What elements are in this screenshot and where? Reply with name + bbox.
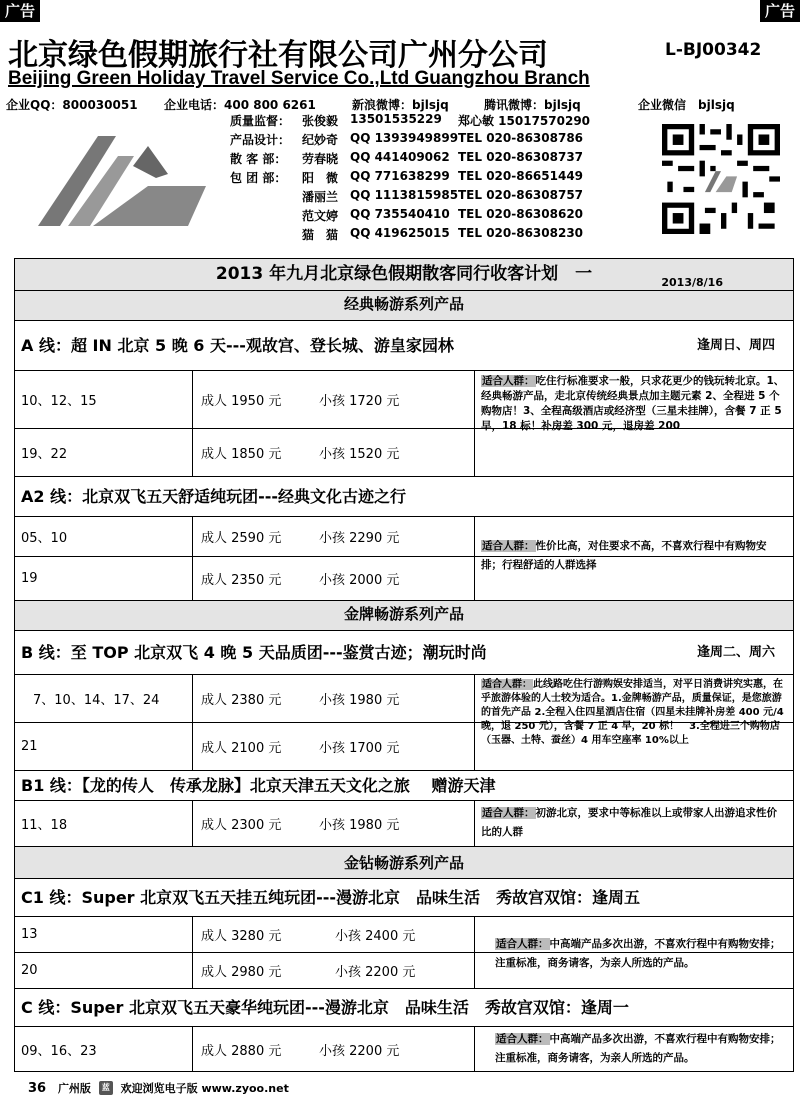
departure-dates: 20 (15, 953, 193, 988)
price-cell: 成人 2300 元 小孩 1980 元 (193, 801, 475, 846)
departure-dates: 19 (15, 557, 193, 600)
price-cell: 成人 2590 元 小孩 2290 元 (193, 517, 475, 556)
departure-dates: 7、10、14、17、24 (15, 675, 193, 722)
line-b1-note: 适合人群：初游北京，要求中等标准以上或带家人出游追求性价比的人群 (481, 807, 777, 838)
edition-label: 广州版 (57, 1082, 91, 1095)
series-header-gold: 金牌畅游系列产品 (15, 601, 793, 631)
company-qq: 企业QQ：800030051 (6, 98, 138, 112)
line-b-days: 逢周二、周六 (696, 645, 775, 660)
company-name-en: Beijing Green Holiday Travel Service Co.,Ltd Guangzhou Branch (8, 68, 590, 89)
footer-website: 欢迎浏览电子版 www.zyoo.net (120, 1082, 289, 1095)
price-cell: 成人 2880 元 小孩 2200 元 (193, 1027, 475, 1071)
line-b-title: B 线：至 TOP 北京双飞 4 晚 5 天品质团---鉴赏古迹；潮玩时尚 逢周二、周六 (15, 631, 793, 675)
page-footer (28, 1080, 289, 1096)
wechat-qr-code (662, 124, 780, 234)
company-logo (38, 126, 208, 236)
line-a-title: A 线：超 IN 北京 5 晚 6 天---观故宫、登长城、游皇家园林 逢周日、周四 (15, 321, 793, 371)
sina-weibo: 新浪微博：bjlsjq (352, 98, 449, 112)
line-a-days: 逢周日、周四 (696, 338, 775, 353)
company-phone: 企业电话：400 800 6261 (164, 98, 316, 112)
license-number: L-BJ00342 (665, 40, 762, 60)
departure-dates: 05、10 (15, 517, 193, 556)
company-name-cn: 北京绿色假期旅行社有限公司广州分公司 (8, 38, 548, 73)
plan-header (15, 259, 793, 291)
plan-title: 2013 年九月北京绿色假期散客同行收客计划 一 (215, 264, 593, 284)
line-a-note: 适合人群：吃住行标准要求一般，只求花更少的钱玩转北京。1、经典畅游产品，走北京传统经典景点加主题元素 2、全程进 5 个购物店！3、全程高级酒店或经济型（三星未挂牌），含餐 7 正 5 早，18 标！补房差 300 元，退房差 200 (481, 375, 785, 432)
departure-dates: 11、18 (15, 801, 193, 846)
price-cell: 成人 2980 元 小孩 2200 元 (193, 953, 475, 988)
departure-dates: 19、22 (15, 429, 193, 476)
plan-date: 2013/8/16 (661, 276, 723, 289)
ad-label-left: 广告 (0, 0, 40, 22)
departure-dates: 21 (15, 723, 193, 770)
price-cell: 成人 2100 元 小孩 1700 元 (193, 723, 475, 770)
price-cell: 成人 1950 元 小孩 1720 元 (193, 371, 475, 428)
price-cell: 成人 2350 元 小孩 2000 元 (193, 557, 475, 600)
tencent-weibo: 腾讯微博：bjlsjq (484, 98, 581, 112)
line-c-title: C 线：Super 北京双飞五天豪华纯玩团---漫游北京 品味生活 秀故宫双馆：逢周一 (15, 989, 793, 1027)
line-b1-title: B1 线：【龙的传人 传承龙脉】北京天津五天文化之旅 赠游天津 (15, 771, 793, 801)
ad-label-right: 广告 (760, 0, 800, 22)
line-a2-title: A2 线：北京双飞五天舒适纯玩团---经典文化古迹之行 (15, 477, 793, 517)
price-cell: 成人 3280 元 小孩 2400 元 (193, 917, 475, 952)
company-wechat: 企业微信 bjlsjq (638, 98, 735, 112)
tour-plan-table (14, 258, 794, 1072)
departure-dates: 10、12、15 (15, 371, 193, 428)
departure-dates: 13 (15, 917, 193, 952)
series-header-diamond: 金钻畅游系列产品 (15, 847, 793, 879)
publisher-logo-icon: 蓝 (99, 1081, 113, 1095)
line-c1-title: C1 线：Super 北京双飞五天挂五纯玩团---漫游北京 品味生活 秀故宫双馆：逢周五 (15, 879, 793, 917)
line-b-note: 适合人群：此线路吃住行游购娱安排适当，对平日消费讲究实惠，在乎旅游体验的人士较为适合。1.金牌畅游产品，质量保证，是您旅游的首先产品 2.全程入住四星酒店住宿（四星未挂牌补房差 400 元/4 晚，退 250 元），含餐 7 正 4 早，20 标！ 3.全程进三个购物店（玉器、土特、蚕丝）4 用车空座率 10%以上 (481, 679, 784, 746)
line-c-note: 适合人群：中高端产品多次出游，不喜欢行程中有购物安排；注重标准，商务请客，为亲人所选的产品。 (495, 1033, 781, 1064)
price-cell: 成人 2380 元 小孩 1980 元 (193, 675, 475, 722)
price-cell: 成人 1850 元 小孩 1520 元 (193, 429, 475, 476)
line-c1-note: 适合人群：中高端产品多次出游，不喜欢行程中有购物安排；注重标准，商务请客，为亲人所选的产品。 (495, 938, 781, 969)
page-number: 36 (28, 1080, 47, 1096)
series-header-classic: 经典畅游系列产品 (15, 291, 793, 321)
line-a2-note: 适合人群：性价比高，对住要求不高，不喜欢行程中有购物安排；行程舒适的人群选择 (481, 540, 767, 571)
departure-dates: 09、16、23 (15, 1027, 193, 1071)
